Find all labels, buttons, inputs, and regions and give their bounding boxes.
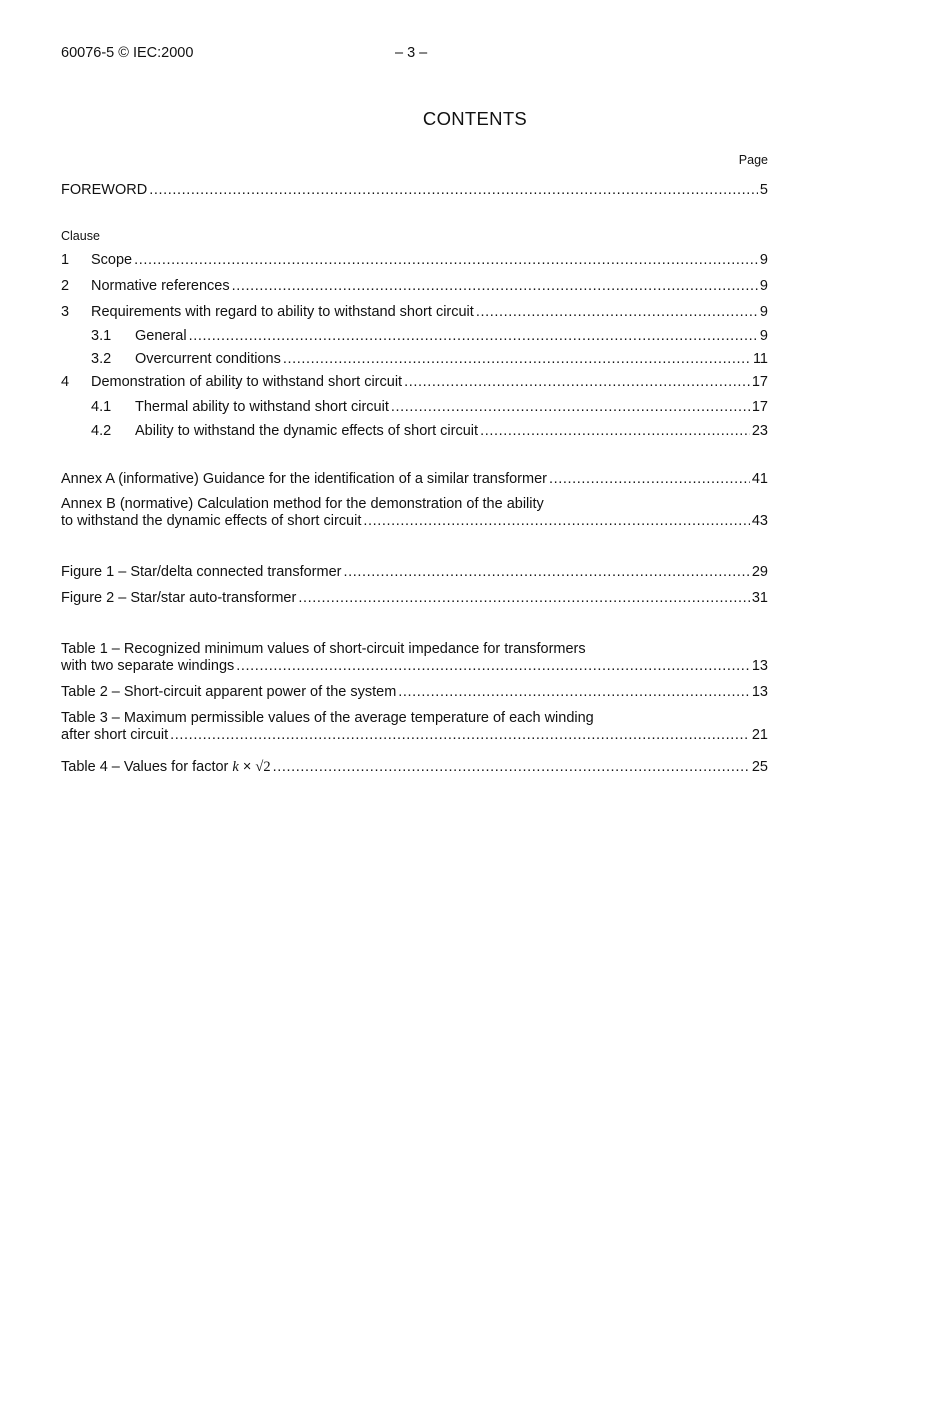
toc-clause-4-2[interactable] — [91, 423, 768, 440]
toc-clause-3-1[interactable] — [91, 328, 768, 345]
toc-entry-text: Figure 2 – Star/star auto-transformer — [61, 590, 297, 606]
toc-annex-b[interactable] — [61, 496, 768, 530]
toc-entry-text: Ability to withstand the dynamic effects of short circuit — [135, 423, 479, 439]
document-id: 60076-5 © IEC:2000 — [61, 45, 194, 61]
toc-clause-1[interactable] — [61, 252, 768, 269]
toc-entry-text: Requirements with regard to ability to withstand short circuit — [91, 304, 474, 320]
toc-annex-a[interactable] — [61, 471, 768, 488]
clause-number: 3 — [61, 304, 70, 320]
clause-label: Clause — [61, 229, 100, 243]
toc-page-number: 29 — [751, 564, 768, 580]
leader-dots — [298, 590, 750, 607]
toc-clause-4[interactable] — [61, 374, 768, 391]
leader-dots — [363, 513, 750, 530]
toc-page-number: 9 — [759, 278, 768, 294]
math-sqrt-2: √2 — [255, 759, 271, 775]
clause-number: 4 — [61, 374, 70, 390]
leader-dots — [480, 423, 750, 440]
toc-foreword[interactable] — [61, 182, 768, 199]
toc-page-number: 13 — [751, 684, 768, 700]
leader-dots — [273, 759, 750, 776]
toc-page-number: 43 — [751, 513, 768, 529]
toc-page-number: 31 — [751, 590, 768, 606]
math-times: × — [242, 759, 252, 775]
toc-entry-text: with two separate windings — [61, 658, 235, 674]
toc-figure-2[interactable] — [61, 590, 768, 607]
leader-dots — [134, 252, 758, 269]
toc-page-number: 17 — [751, 374, 768, 390]
clause-number: 3.2 — [91, 351, 112, 367]
toc-entry-text-line1: Table 1 – Recognized minimum values of short-circuit impedance for transformers — [61, 641, 586, 657]
toc-entry-text-line1: Annex B (normative) Calculation method for the demonstration of the ability — [61, 496, 544, 512]
leader-dots — [391, 399, 750, 416]
toc-page-number: 9 — [759, 304, 768, 320]
leader-dots — [476, 304, 758, 321]
page-number: – 3 – — [395, 45, 428, 61]
toc-entry-text: Figure 1 – Star/delta connected transformer — [61, 564, 342, 580]
toc-figure-1[interactable] — [61, 564, 768, 581]
toc-page-number: 5 — [759, 182, 768, 198]
toc-entry-text-line1: Table 3 – Maximum permissible values of the average temperature of each winding — [61, 710, 594, 726]
toc-page-number: 25 — [751, 759, 768, 775]
toc-clause-3-2[interactable] — [91, 351, 768, 368]
toc-entry-text: Thermal ability to withstand short circuit — [135, 399, 389, 415]
toc-page-number: 41 — [751, 471, 768, 487]
clause-number: 1 — [61, 252, 70, 268]
leader-dots — [236, 658, 750, 675]
leader-dots — [232, 278, 758, 295]
toc-clause-3[interactable] — [61, 304, 768, 321]
toc-page-number: 11 — [752, 351, 768, 367]
toc-entry-text: after short circuit — [61, 727, 169, 743]
toc-entry-text: Demonstration of ability to withstand short circuit — [91, 374, 403, 390]
toc-clause-4-1[interactable] — [91, 399, 768, 416]
leader-dots — [189, 328, 758, 345]
toc-entry-text: Scope — [91, 252, 133, 268]
clause-number: 4.1 — [91, 399, 112, 415]
leader-dots — [170, 727, 750, 744]
toc-page-number: 23 — [751, 423, 768, 439]
toc-entry-text: Overcurrent conditions — [135, 351, 281, 367]
math-k: k — [232, 759, 239, 775]
toc-entry-text: General — [135, 328, 187, 344]
toc-table-3[interactable] — [61, 710, 768, 744]
leader-dots — [343, 564, 749, 581]
toc-entry-text: Table 2 – Short-circuit apparent power of the system — [61, 684, 397, 700]
page-title: CONTENTS — [422, 108, 528, 129]
toc-entry-text: FOREWORD — [61, 182, 148, 198]
table-4-label: Table 4 – Values for factor — [61, 759, 229, 775]
toc-table-2[interactable] — [61, 684, 768, 701]
toc-entry-text: to withstand the dynamic effects of short circuit — [61, 513, 362, 529]
page-column-label: Page — [738, 153, 768, 167]
clause-number: 2 — [61, 278, 70, 294]
clause-number: 3.1 — [91, 328, 112, 344]
leader-dots — [283, 351, 751, 368]
leader-dots — [549, 471, 750, 488]
toc-table-1[interactable] — [61, 641, 768, 675]
toc-table-4[interactable] — [61, 759, 768, 776]
leader-dots — [149, 182, 758, 199]
toc-entry-text: Normative references — [91, 278, 230, 294]
toc-page-number: 9 — [759, 328, 768, 344]
toc-page-number: 17 — [751, 399, 768, 415]
leader-dots — [404, 374, 750, 391]
toc-clause-2[interactable] — [61, 278, 768, 295]
toc-page-number: 13 — [751, 658, 768, 674]
clause-number: 4.2 — [91, 423, 112, 439]
toc-page-number: 21 — [751, 727, 768, 743]
toc-entry-text — [61, 759, 271, 776]
leader-dots — [398, 684, 750, 701]
toc-entry-text: Annex A (informative) Guidance for the identification of a similar transformer — [61, 471, 547, 487]
toc-page-number: 9 — [759, 252, 768, 268]
